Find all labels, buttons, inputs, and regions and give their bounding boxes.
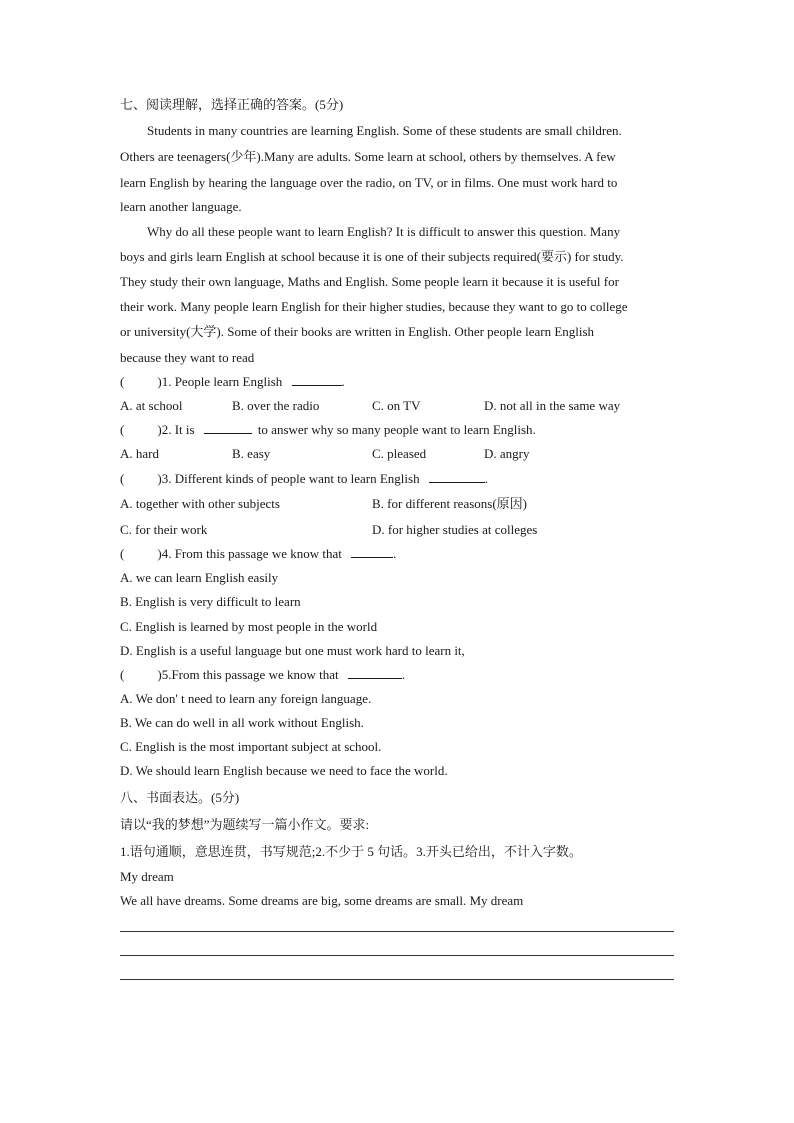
writing-line[interactable] bbox=[120, 931, 674, 932]
essay-opening: We all have dreams. Some dreams are big, some dreams are small. My dream bbox=[120, 893, 524, 908]
option-c: C. English is the most important subject at school. bbox=[120, 739, 382, 754]
option-c: C. for their work bbox=[120, 522, 208, 537]
passage-line: learn English by hearing the language over the radio, on TV, or in films. One must work hard to bbox=[120, 175, 618, 190]
passage-line: their work. Many people learn English for their higher studies, because they want to go to college bbox=[120, 299, 628, 314]
answer-paren-close: ) bbox=[157, 546, 162, 561]
option-a: A. We don' t need to learn any foreign language. bbox=[120, 691, 372, 706]
question-tail: to answer why so many people want to learn English. bbox=[257, 422, 536, 437]
option-b: B. We can do well in all work without English. bbox=[120, 715, 364, 730]
option-c: C. pleased bbox=[372, 446, 427, 461]
passage-line: They study their own language, Maths and English. Some people learn it because it is useful for bbox=[120, 274, 619, 289]
question-stem: 1. People learn English bbox=[161, 374, 283, 389]
writing-prompt: 请以“我的梦想”为题续写一篇小作文。要求: bbox=[120, 817, 370, 832]
option-b: B. English is very difficult to learn bbox=[120, 594, 301, 609]
option-a: A. at school bbox=[120, 398, 183, 413]
answer-paren-close: ) bbox=[157, 374, 162, 389]
option-d: D. We should learn English because we need to face the world. bbox=[120, 763, 448, 778]
fill-blank[interactable] bbox=[351, 546, 393, 558]
option-d: D. English is a useful language but one must work hard to learn it, bbox=[120, 643, 465, 658]
option-b: B. easy bbox=[232, 446, 271, 461]
passage-line: because they want to read bbox=[120, 350, 255, 365]
writing-requirements: 1.语句通顺，意思连贯，书写规范;2.不少于 5 句话。3.开头已给出，不计入字数。 bbox=[120, 844, 582, 859]
question-tail: . bbox=[393, 546, 397, 561]
answer-paren-open: ( bbox=[120, 471, 125, 486]
essay-title: My dream bbox=[120, 869, 174, 884]
writing-line[interactable] bbox=[120, 979, 674, 980]
section8-heading: 八、书面表达。(5分) bbox=[120, 790, 240, 805]
question-1 bbox=[120, 374, 345, 390]
writing-line[interactable] bbox=[120, 955, 674, 956]
passage-line: learn another language. bbox=[120, 199, 242, 214]
passage-line: Students in many countries are learning English. Some of these students are small children. bbox=[147, 123, 622, 138]
question-3 bbox=[120, 471, 488, 487]
fill-blank[interactable] bbox=[429, 471, 485, 483]
answer-paren-open: ( bbox=[120, 667, 125, 682]
fill-blank[interactable] bbox=[204, 422, 252, 434]
answer-paren-open: ( bbox=[120, 374, 125, 389]
question-5 bbox=[120, 667, 405, 683]
option-a: A. hard bbox=[120, 446, 159, 461]
passage-line: Others are teenagers(少年).Many are adults. Some learn at school, others by themselves. A few bbox=[120, 149, 616, 164]
option-d: D. not all in the same way bbox=[484, 398, 621, 413]
question-stem: 3. Different kinds of people want to learn English bbox=[161, 471, 420, 486]
option-d: D. angry bbox=[484, 446, 530, 461]
option-a: A. together with other subjects bbox=[120, 496, 280, 511]
question-tail: . bbox=[484, 471, 489, 486]
option-c: C. English is learned by most people in the world bbox=[120, 619, 378, 634]
option-b: B. over the radio bbox=[232, 398, 320, 413]
option-d: D. for higher studies at colleges bbox=[372, 522, 538, 537]
passage-line: boys and girls learn English at school because it is one of their subjects required(要示) for study. bbox=[120, 249, 624, 264]
question-stem: 2. It is bbox=[161, 422, 195, 437]
passage-line: Why do all these people want to learn English? It is difficult to answer this question. Many bbox=[147, 224, 621, 239]
passage-line: or university(大学). Some of their books are written in English. Other people learn English bbox=[120, 324, 595, 339]
fill-blank[interactable] bbox=[292, 374, 342, 386]
option-a: A. we can learn English easily bbox=[120, 570, 279, 585]
answer-paren-close: ) bbox=[157, 667, 162, 682]
section7-heading: 七、阅读理解，选择正确的答案。(5分) bbox=[120, 97, 344, 112]
question-4 bbox=[120, 546, 396, 562]
answer-paren-open: ( bbox=[120, 546, 125, 561]
question-stem: 5.From this passage we know that bbox=[161, 667, 339, 682]
question-2 bbox=[120, 422, 536, 438]
answer-paren-close: ) bbox=[157, 471, 162, 486]
fill-blank[interactable] bbox=[348, 667, 402, 679]
answer-paren-open: ( bbox=[120, 422, 125, 437]
question-tail: . bbox=[341, 374, 345, 389]
option-c: C. on TV bbox=[372, 398, 421, 413]
answer-paren-close: ) bbox=[157, 422, 162, 437]
question-stem: 4. From this passage we know that bbox=[161, 546, 342, 561]
option-b: B. for different reasons(原因) bbox=[372, 496, 527, 511]
question-tail: . bbox=[401, 667, 406, 682]
